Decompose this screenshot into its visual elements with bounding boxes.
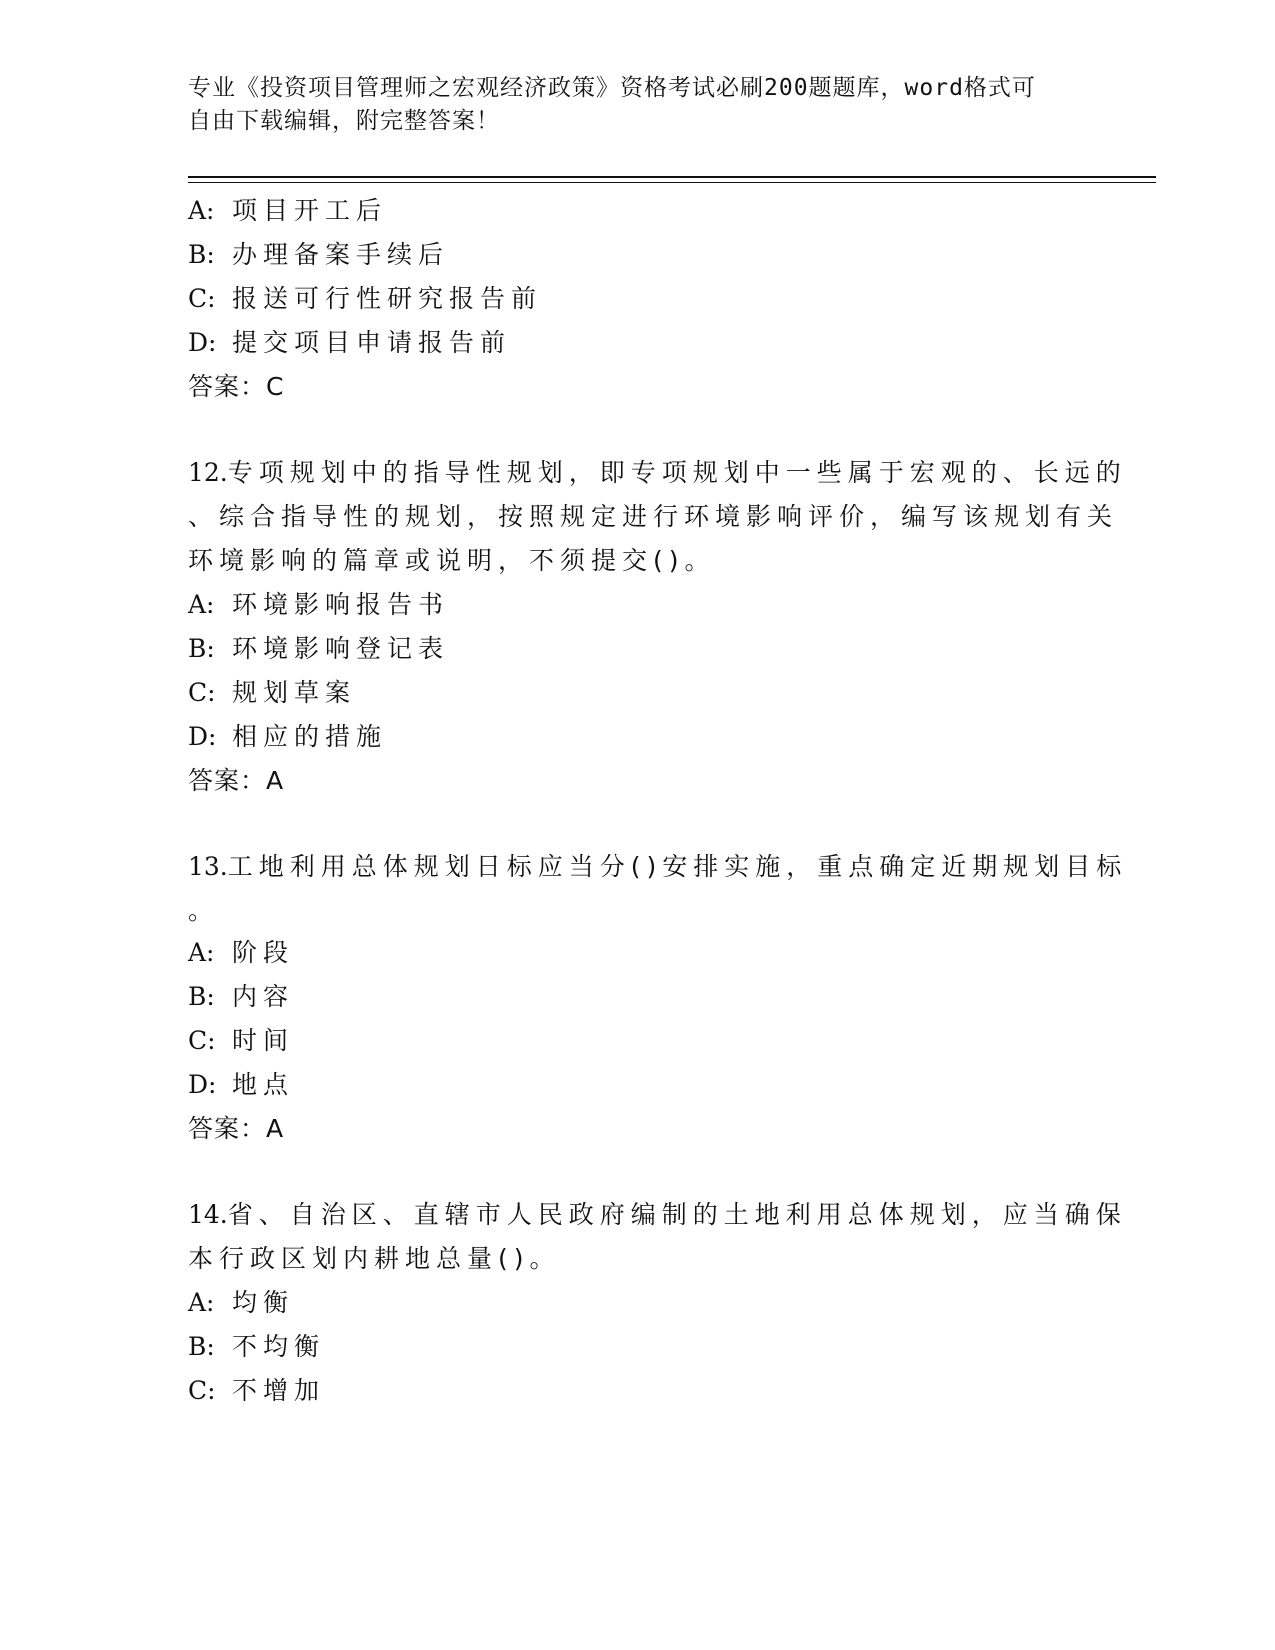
option-text: 报送可行性研究报告前 (232, 284, 543, 313)
option-letter: D: (188, 722, 217, 751)
option-text: 均衡 (232, 1288, 295, 1317)
header-line-1: 专业《投资项目管理师之宏观经济政策》资格考试必刷200题题库，word格式可 (188, 75, 1036, 101)
q14-stem-line-2: 本行政区划内耕地总量()。 (188, 1244, 561, 1273)
q13-answer: 答案：A (188, 1114, 285, 1143)
prev-option-c (188, 282, 542, 316)
option-text: 规划草案 (232, 678, 357, 707)
prev-option-a (188, 194, 387, 228)
question-text: 工地利用总体规划日标应当分()安排实施，重点确定近期规划目标 (227, 852, 1128, 881)
q12-stem-line-3: 环境影响的篇章或说明，不须提交()。 (188, 546, 716, 575)
question-text: 专项规划中的指导性规划，即专项规划中一些属于宏观的、长远的 (227, 458, 1127, 487)
option-letter: A: (188, 1288, 215, 1317)
option-letter: D: (188, 1070, 217, 1099)
option-text: 不增加 (232, 1376, 326, 1405)
q13-option-d (188, 1068, 294, 1102)
q12-stem-line-1 (188, 456, 1127, 490)
option-letter: C: (188, 1376, 216, 1405)
option-text: 相应的措施 (232, 722, 388, 751)
option-text: 环境影响登记表 (232, 634, 450, 663)
option-letter: B: (188, 240, 215, 269)
q14-stem-line-1 (188, 1198, 1127, 1232)
q13-stem-line-1 (188, 850, 1127, 884)
header-rule-thick (188, 176, 1156, 178)
option-letter: A: (188, 938, 215, 967)
q12-answer: 答案：A (188, 766, 285, 795)
q14-option-b (188, 1330, 325, 1364)
q13-option-b (188, 980, 294, 1014)
header-rule-thin (188, 182, 1156, 183)
question-number: 12. (188, 458, 228, 487)
q13-option-c (188, 1024, 294, 1058)
option-letter: B: (188, 982, 215, 1011)
q14-option-c (188, 1374, 325, 1408)
question-number: 13. (188, 852, 228, 881)
option-letter: A: (188, 590, 215, 619)
q12-option-b (188, 632, 449, 666)
q14-option-a (188, 1286, 294, 1320)
option-text: 内容 (232, 982, 295, 1011)
q13-option-a (188, 936, 294, 970)
q13-stem-line-2: 。 (188, 896, 220, 925)
option-text: 环境影响报告书 (232, 590, 450, 619)
option-text: 地点 (232, 1070, 295, 1099)
question-number: 14. (188, 1200, 228, 1229)
prev-option-b (188, 238, 449, 272)
prev-answer: 答案：C (188, 372, 285, 401)
option-text: 提交项目申请报告前 (232, 328, 512, 357)
option-text: 办理备案手续后 (232, 240, 450, 269)
option-letter: A: (188, 196, 215, 225)
header-line-2: 自由下载编辑，附完整答案！ (188, 108, 500, 134)
q12-stem-line-2: 、综合指导性的规划，按照规定进行环境影响评价，编写该规划有关 (188, 502, 1119, 531)
document-header (188, 72, 1088, 138)
option-letter: C: (188, 284, 216, 313)
q12-option-a (188, 588, 449, 622)
q12-option-c (188, 676, 356, 710)
question-text: 省、自治区、直辖市人民政府编制的土地利用总体规划，应当确保 (227, 1200, 1127, 1229)
option-letter: B: (188, 1332, 215, 1361)
option-text: 阶段 (232, 938, 295, 967)
option-text: 项目开工后 (232, 196, 388, 225)
option-letter: D: (188, 328, 217, 357)
prev-option-d (188, 326, 511, 360)
option-letter: C: (188, 1026, 216, 1055)
option-letter: C: (188, 678, 216, 707)
option-letter: B: (188, 634, 215, 663)
q12-option-d (188, 720, 387, 754)
option-text: 不均衡 (232, 1332, 326, 1361)
option-text: 时间 (232, 1026, 295, 1055)
